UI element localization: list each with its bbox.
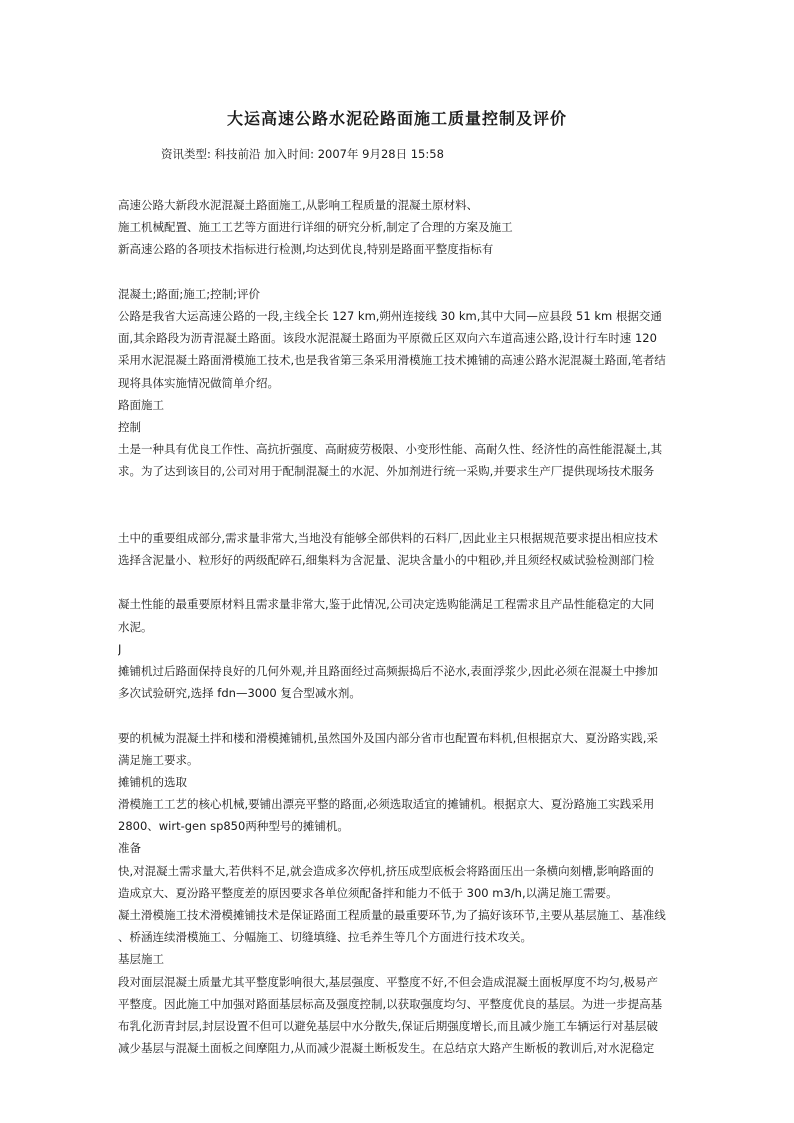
body-line: 摊铺机的选取 xyxy=(118,774,187,789)
article-body xyxy=(118,194,676,1054)
body-line: 面,其余路段为沥青混凝土路面。该段水泥混凝土路面为平原微丘区双向六车道高速公路,设计行车时速 120 xyxy=(118,331,657,346)
body-line: J xyxy=(118,641,122,656)
body-line: 快,对混凝土需求量大,若供料不足,就会造成多次停机,挤压成型底板会将路面压出一条横向刻槽,影响路面的 xyxy=(118,863,654,878)
body-line: 段对面层混凝土质量尤其平整度影响很大,基层强度、平整度不好,不但会造成混凝土面板厚度不均匀,极易产 xyxy=(118,974,658,989)
body-line xyxy=(118,505,676,527)
body-line xyxy=(118,261,676,283)
body-line: 采用水泥混凝土路面滑模施工技术,也是我省第三条采用滑模施工技术摊铺的高速公路水泥混凝土路面,笔者结 xyxy=(118,353,666,368)
body-line: 准备 xyxy=(118,841,141,856)
body-line: 求。为了达到该目的,公司对用于配制混凝土的水泥、外加剂进行统一采购,并要求生产厂提供现场技术服务 xyxy=(118,464,655,479)
body-line: 减少基层与混凝土面板之间摩阻力,从而减少混凝土断板发生。在总结京大路产生断板的教训后,对水泥稳定 xyxy=(118,1041,655,1054)
article-meta: 资讯类型: 科技前沿 加入时间: 2007年 9月28日 15:58 xyxy=(161,147,444,161)
body-line: 混凝土;路面;施工;控制;评价 xyxy=(118,286,260,301)
body-line: 高速公路大新段水泥混凝土路面施工,从影响工程质量的混凝土原材料、 xyxy=(118,198,479,212)
body-line: 基层施工 xyxy=(118,952,164,967)
body-line: 布乳化沥青封层,封层设置不但可以避免基层中水分散失,保证后期强度增长,而且减少施工车辆运行对基层破 xyxy=(118,1018,658,1033)
body-line: 、桥涵连续滑模施工、分幅施工、切缝填缝、拉毛养生等几个方面进行技术攻关。 xyxy=(118,930,532,945)
body-line: 平整度。因此施工中加强对路面基层标高及强度控制,以获取强度均匀、平整度优良的基层。为进一步提高基 xyxy=(118,996,663,1011)
body-line: 施工机械配置、施工工艺等方面进行详细的研究分析,制定了合理的方案及施工 xyxy=(118,220,513,235)
body-line: 水泥。 xyxy=(118,619,153,634)
body-line: 凝土滑模施工技术滑模摊铺技术是保证路面工程质量的最重要环节,为了搞好该环节,主要从基层施工、基准线 xyxy=(118,908,666,922)
body-line: 路面施工 xyxy=(118,397,164,412)
body-line xyxy=(118,704,676,726)
body-line xyxy=(118,482,676,504)
body-line: 2800、wirt-gen sp850两种型号的摊铺机。 xyxy=(118,819,349,834)
body-line: 土是一种具有优良工作性、高抗折强度、高耐疲劳极限、小变形性能、高耐久性、经济性的高性能混凝土,其 xyxy=(118,442,663,457)
body-line: 要的机械为混凝土拌和楼和滑模摊铺机,虽然国外及国内部分省市也配置布料机,但根据京大、夏汾路实践,采 xyxy=(118,730,658,745)
article-title: 大运高速公路水泥砼路面施工质量控制及评价 xyxy=(226,109,567,128)
body-line: 土中的重要组成部分,需求量非常大,当地没有能够全部供料的石料厂,因此业主只根据规范要求提出相应技术 xyxy=(118,530,658,545)
body-line: 新高速公路的各项技术指标进行检测,均达到优良,特别是路面平整度指标有 xyxy=(118,242,494,257)
body-line: 摊铺机过后路面保持良好的几何外观,并且路面经过高频振捣后不泌水,表面浮浆少,因此必须在混凝土中掺加 xyxy=(118,663,658,678)
body-line: 多次试验研究,选择 fdn—3000 复合型减水剂。 xyxy=(118,686,361,701)
body-line xyxy=(118,571,676,593)
body-line: 造成京大、夏汾路平整度差的原因要求各单位须配备拌和能力不低于 300 m3/h,以满足施工需要。 xyxy=(118,885,618,900)
body-line: 凝土性能的最重要原材料且需求量非常大,鉴于此情况,公司决定选购能满足工程需求且产品性能稳定的大同 xyxy=(118,597,655,612)
body-line: 选择含泥量小、粒形好的两级配碎石,细集料为含泥量、泥块含量小的中粗砂,并且须经权威试验检测部门检 xyxy=(118,553,655,567)
body-line: 现将具体实施情况做简单介绍。 xyxy=(118,375,279,390)
body-line: 滑模施工工艺的核心机械,要铺出漂亮平整的路面,必须选取适宜的摊铺机。根据京大、夏汾路施工实践采用 xyxy=(118,797,655,812)
body-line: 满足施工要求。 xyxy=(118,752,199,767)
body-line: 控制 xyxy=(118,419,141,434)
body-line: 公路是我省大运高速公路的一段,主线全长 127 km,朔州连接线 30 km,其中大同—应县段 51 km 根据交通 xyxy=(118,308,662,323)
